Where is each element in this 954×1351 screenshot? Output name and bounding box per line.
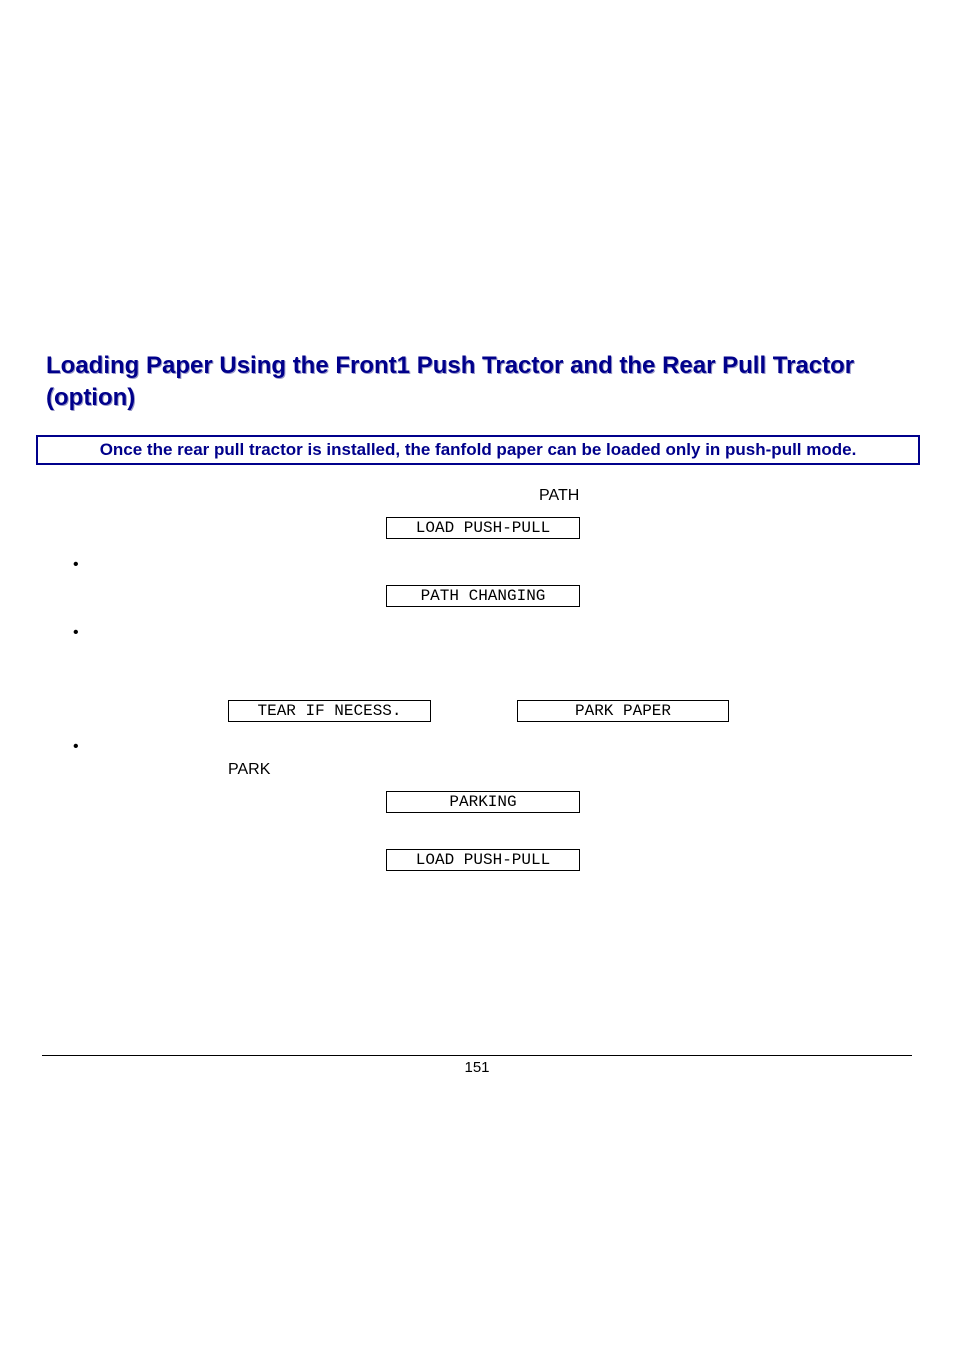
lcd-display-load-push-pull: LOAD PUSH-PULL (386, 517, 580, 539)
lcd-display-path-changing: PATH CHANGING (386, 585, 580, 607)
path-button-label: PATH (539, 487, 580, 504)
notice-box (36, 435, 920, 465)
bullet-1: • (73, 556, 79, 573)
lcd-display-park-paper: PARK PAPER (517, 700, 729, 722)
notice-text: Once the rear pull tractor is installed, the fanfold paper can be loaded only in push-pull mode. (99, 440, 857, 459)
park-button-label: PARK (228, 761, 271, 778)
page-number: 151 (464, 1059, 490, 1076)
lcd-display-load-push-pull-final: LOAD PUSH-PULL (386, 849, 580, 871)
bullet-2: • (73, 624, 79, 641)
lcd-display-parking: PARKING (386, 791, 580, 813)
section-title: Loading Paper Using the Front1 Push Tractor and the Rear Pull Tractor (option) (46, 352, 855, 411)
lcd-display-tear-if-necess: TEAR IF NECESS. (228, 700, 431, 722)
bullet-3: • (73, 738, 79, 755)
footer-divider (42, 1055, 912, 1056)
